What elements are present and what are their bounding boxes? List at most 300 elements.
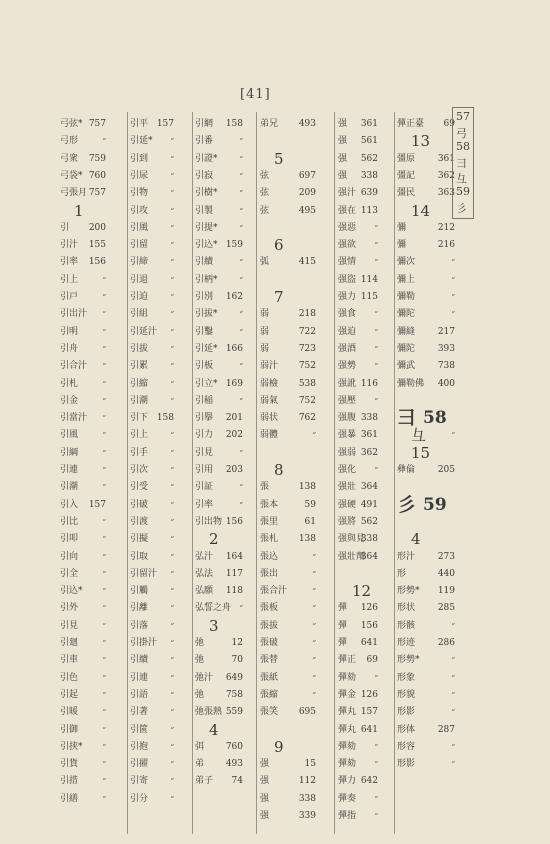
entry-word: 引縮 (130, 378, 149, 389)
entry-page-ref: ״ (170, 292, 174, 302)
entry-page-ref: ״ (374, 811, 378, 821)
entry-word: 引措 (60, 776, 79, 787)
entry-page-ref: 562 (360, 153, 378, 164)
entry-word: 張縮 (260, 689, 279, 700)
entry-word: 彈 (338, 620, 348, 631)
entry-word: 弛 (195, 638, 205, 648)
entry-word: 强酒 (338, 343, 357, 354)
entry-word: 引尿 (130, 170, 149, 181)
entry-word: 彊記 (397, 170, 416, 181)
entry-word: 引立* (195, 378, 218, 389)
entry-word: 弟 (195, 759, 205, 770)
entry-page-ref: 112 (298, 776, 316, 787)
entry-word: 引取 (130, 551, 149, 562)
entry-page-ref: 126 (360, 603, 378, 614)
section-tab: 彑 (456, 172, 467, 185)
entry-page-ref: 158 (225, 119, 243, 129)
entry-page-ref: ״ (239, 222, 243, 233)
entry-page-ref: 538 (298, 378, 316, 389)
section-tab: 59 (456, 185, 470, 198)
entry-page-ref: ״ (374, 257, 378, 268)
entry-page-ref: 649 (225, 672, 243, 683)
entry-word: 强硬 (338, 499, 357, 510)
entry-word: 引迫 (130, 292, 149, 302)
entry-word: 彐 (397, 407, 417, 430)
entry-page-ref: 491 (360, 499, 378, 510)
entry-page-ref: ״ (102, 586, 106, 597)
entry-word: 引叩 (60, 534, 79, 545)
entry-page-ref: 59 (304, 499, 316, 510)
entry-page-ref: ״ (170, 603, 174, 614)
entry-word: 引入 (60, 499, 79, 510)
entry-page-ref: 58 (423, 408, 447, 429)
entry-page-ref: 201 (225, 413, 243, 424)
entry-page-ref: ״ (102, 707, 106, 718)
entry-page-ref: 642 (360, 776, 378, 787)
entry-page-ref: ״ (170, 136, 174, 147)
entry-page-ref: ״ (170, 465, 174, 475)
entry-word: 引潮 (60, 482, 79, 493)
entry-page-ref: ״ (170, 274, 174, 285)
entry-word: 引挟* (60, 741, 83, 752)
entry-word: 强腹 (338, 413, 357, 424)
entry-page-ref: ״ (374, 240, 378, 251)
entry-page-ref: 339 (298, 811, 316, 821)
entry-page-ref: 361 (437, 153, 455, 164)
entry-page-ref: 752 (298, 395, 316, 406)
entry-word: 5 (274, 149, 284, 168)
entry-word: 形勢* (397, 586, 420, 597)
entry-word: 引連 (130, 672, 149, 683)
entry-word: 强訛 (338, 378, 357, 389)
entry-page-ref: ״ (451, 620, 455, 631)
entry-word: 引明 (60, 326, 79, 337)
entry-page-ref: 757 (88, 188, 106, 199)
entry-word: 張込 (260, 551, 279, 562)
entry-page-ref: ״ (312, 638, 316, 648)
entry-word: 强 (260, 811, 270, 821)
entry-page-ref: 363 (437, 188, 455, 199)
entry-page-ref: 338 (360, 534, 378, 545)
entry-word: 强壯劑 (338, 551, 366, 562)
entry-page-ref: 205 (437, 465, 455, 475)
entry-word: 張板 (260, 603, 279, 614)
entry-page-ref: 114 (360, 274, 378, 285)
entry-page-ref: ״ (102, 776, 106, 787)
entry-page-ref: ״ (239, 205, 243, 216)
entry-word: 引 (60, 222, 70, 233)
entry-word: 引綱 (60, 447, 79, 458)
entry-page-ref: ״ (170, 153, 174, 164)
entry-word: 弭 (195, 741, 205, 752)
entry-word: 引組 (130, 309, 149, 320)
entry-word: 彌陀 (397, 309, 416, 320)
entry-word: 引擢 (130, 759, 149, 770)
entry-page-ref: ״ (102, 724, 106, 735)
entry-page-ref: 69 (443, 119, 455, 129)
entry-word: 弱 (260, 309, 270, 320)
entry-word: 彊民 (397, 188, 416, 199)
entry-word: 引留汁 (130, 568, 158, 579)
entry-page-ref: 116 (360, 378, 378, 389)
entry-word: 强盜 (338, 274, 357, 285)
entry-page-ref: 15 (304, 759, 316, 770)
entry-page-ref: ״ (102, 672, 106, 683)
entry-word: 弘願 (195, 586, 214, 597)
entry-word: 引別 (195, 292, 214, 302)
section-tab: 58 (456, 140, 470, 153)
entry-word: 彈劾 (338, 759, 357, 770)
entry-word: 强勢 (338, 361, 357, 372)
entry-page-ref: ״ (170, 447, 174, 458)
entry-page-ref: ״ (312, 620, 316, 631)
entry-word: 弟兄 (260, 119, 279, 129)
entry-page-ref: ״ (170, 499, 174, 510)
entry-word: 2 (209, 530, 219, 549)
entry-page-ref: 285 (437, 603, 455, 614)
index-entry (60, 789, 125, 809)
entry-word: 13 (411, 132, 431, 151)
entry-word: 形迹 (397, 638, 416, 648)
entry-word: 形汁 (397, 551, 416, 562)
entry-word: 彈正臺 (397, 119, 425, 129)
entry-word: 8 (274, 461, 284, 479)
entry-word: 彌 (397, 222, 407, 233)
entry-word: 形影 (397, 707, 416, 718)
entry-page-ref: ״ (374, 361, 378, 372)
entry-page-ref: ״ (170, 707, 174, 718)
entry-word: 彈劾 (338, 672, 357, 683)
section-tab: 57 (456, 110, 470, 123)
entry-word: 引合汁 (60, 361, 88, 372)
entry-word: 引到 (130, 153, 149, 164)
entry-page-ref: 562 (360, 516, 378, 527)
entry-word: 彈正 (338, 655, 357, 666)
entry-page-ref: 119 (437, 586, 455, 597)
entry-word: 張笑 (260, 707, 279, 718)
entry-page-ref: 202 (225, 430, 243, 441)
entry-page-ref: 164 (225, 551, 243, 562)
entry-word: 引掛汁 (130, 638, 158, 648)
entry-word: 張里 (260, 516, 279, 527)
entry-page-ref: ״ (312, 672, 316, 683)
entry-page-ref: ״ (374, 465, 378, 475)
entry-page-ref: ״ (170, 240, 174, 251)
entry-word: 引鑿 (195, 326, 214, 337)
section-tabs (452, 107, 474, 219)
entry-page-ref: ״ (170, 170, 174, 181)
entry-page-ref: ״ (170, 638, 174, 648)
entry-word: 引篋 (130, 724, 149, 735)
entry-page-ref: 440 (437, 568, 455, 579)
entry-word: 引退 (130, 274, 149, 285)
entry-page-ref: 362 (360, 447, 378, 458)
entry-word: 弱體 (260, 430, 279, 441)
entry-page-ref: ״ (170, 361, 174, 372)
entry-word: 引樹* (195, 188, 218, 199)
entry-word: 3 (209, 616, 219, 635)
entry-page-ref: 212 (437, 222, 455, 233)
entry-word: 引拔* (195, 309, 218, 320)
entry-page-ref: 364 (360, 551, 378, 562)
entry-page-ref: 338 (360, 413, 378, 424)
entry-word: 引繕 (60, 793, 79, 804)
entry-page-ref: ״ (102, 482, 106, 493)
entry-word: 彊原 (397, 153, 416, 164)
entry-word: 7 (274, 288, 284, 306)
entry-word: 强暴 (338, 430, 357, 441)
entry-page-ref: ״ (102, 447, 106, 458)
entry-page-ref: ״ (374, 672, 378, 683)
entry-page-ref: 218 (298, 309, 316, 320)
entry-word: 弦 (260, 188, 270, 199)
entry-word: 弘汁 (195, 551, 214, 562)
entry-word: 引比 (60, 516, 79, 527)
entry-word: 引板 (195, 361, 214, 372)
entry-page-ref: ״ (239, 309, 243, 320)
entry-page-ref: 157 (156, 119, 174, 129)
entry-word: 强 (260, 793, 270, 804)
entry-word: 弓弦* (60, 119, 83, 129)
column-divider (394, 112, 395, 834)
entry-word: 張替 (260, 655, 279, 666)
entry-page-ref: ״ (102, 430, 106, 441)
entry-word: 引金 (60, 395, 79, 406)
entry-page-ref: 74 (231, 776, 243, 787)
index-entry (195, 771, 257, 791)
entry-page-ref: 400 (437, 378, 455, 389)
entry-word: 形勢* (397, 655, 420, 666)
entry-word: 張札 (260, 534, 279, 545)
entry-page-ref: 200 (88, 222, 106, 233)
entry-word: 引延* (195, 343, 218, 354)
entry-word: 1 (74, 201, 84, 220)
entry-page-ref: 217 (437, 326, 455, 337)
entry-page-ref: ״ (170, 534, 174, 545)
column-divider (127, 112, 128, 834)
entry-word: 引用 (195, 465, 214, 475)
entry-page-ref: ״ (170, 222, 174, 233)
page-number: [41] (240, 87, 271, 102)
entry-page-ref: 362 (437, 170, 455, 181)
entry-word: 引觸 (130, 586, 149, 597)
entry-page-ref: ״ (102, 361, 106, 372)
entry-page-ref: 361 (360, 119, 378, 129)
column-divider (192, 112, 193, 834)
entry-word: 引抱 (130, 741, 149, 752)
entry-page-ref: 639 (360, 188, 378, 199)
entry-word: 引連 (60, 465, 79, 475)
entry-page-ref: 287 (437, 724, 455, 735)
entry-word: 弱 (260, 343, 270, 354)
entry-word: 引込* (195, 240, 218, 251)
entry-word: 引潮 (130, 395, 149, 406)
entry-word: 彌縫 (397, 326, 416, 337)
entry-page-ref: 758 (225, 689, 243, 700)
entry-page-ref: 126 (360, 689, 378, 700)
entry-word: 彝倫 (397, 465, 416, 475)
entry-page-ref: 641 (360, 724, 378, 735)
index-entry (260, 806, 335, 826)
entry-page-ref: ״ (102, 741, 106, 752)
entry-word: 彌上 (397, 274, 416, 285)
entry-page-ref: 159 (225, 240, 243, 251)
entry-word: 形象 (397, 672, 416, 683)
entry-word: 形影 (397, 759, 416, 770)
entry-word: 4 (411, 530, 421, 549)
entry-word: 引風 (130, 222, 149, 233)
entry-page-ref: ״ (170, 378, 174, 389)
entry-word: 强迫 (338, 326, 357, 337)
entry-page-ref: ״ (239, 395, 243, 406)
entry-word: 引力 (195, 430, 214, 441)
entry-word: 彌 (397, 240, 407, 251)
entry-word: 彌武 (397, 361, 416, 372)
entry-page-ref: 493 (298, 119, 316, 129)
entry-word: 强 (338, 119, 348, 129)
entry-page-ref: ״ (312, 551, 316, 562)
entry-page-ref: ״ (170, 516, 174, 527)
entry-word: 彈丸 (338, 724, 357, 735)
entry-page-ref: 113 (360, 205, 378, 216)
entry-word: 弓衆 (60, 153, 79, 164)
entry-page-ref: ״ (374, 741, 378, 752)
entry-page-ref: 697 (298, 170, 316, 181)
entry-page-ref: ״ (239, 170, 243, 181)
entry-word: 强力 (338, 292, 357, 302)
entry-word: 引渡 (130, 516, 149, 527)
index-entry (397, 754, 455, 774)
entry-word: 弘法 (195, 568, 214, 579)
entry-page-ref: 762 (298, 413, 316, 424)
entry-word: 引貨 (60, 759, 79, 770)
entry-word: 引下 (130, 413, 149, 424)
entry-word: 引落 (130, 620, 149, 631)
entry-word: 引手 (130, 447, 149, 458)
entry-word: 引稲 (195, 395, 214, 406)
entry-page-ref: ״ (451, 689, 455, 700)
entry-page-ref: 559 (225, 707, 243, 718)
entry-page-ref: ״ (170, 188, 174, 199)
entry-word: 引率 (60, 257, 79, 268)
entry-page-ref: 641 (360, 638, 378, 648)
entry-page-ref: ״ (170, 482, 174, 493)
entry-page-ref: 209 (298, 188, 316, 199)
entry-word: 引著 (130, 707, 149, 718)
entry-page-ref: 759 (88, 153, 106, 164)
entry-page-ref: 61 (304, 516, 316, 527)
entry-word: 形状 (397, 603, 416, 614)
entry-page-ref: 69 (366, 655, 378, 666)
entry-word: 强 (338, 136, 348, 147)
section-tab: 弓 (456, 127, 467, 140)
entry-page-ref: 158 (156, 413, 174, 424)
entry-page-ref: ״ (170, 343, 174, 354)
entry-word: 彑 (411, 426, 427, 445)
entry-page-ref: ״ (451, 672, 455, 683)
entry-page-ref: 203 (225, 465, 243, 475)
entry-page-ref: ״ (312, 689, 316, 700)
entry-word: 彌勒佛 (397, 378, 425, 389)
entry-word: 彈劾 (338, 741, 357, 752)
entry-word: 弱汁 (260, 361, 279, 372)
entry-word: 引破 (130, 499, 149, 510)
entry-word: 引率 (195, 499, 214, 510)
section-tab: 彐 (456, 157, 467, 170)
entry-word: 引續 (130, 655, 149, 666)
entry-page-ref: 338 (360, 170, 378, 181)
entry-word: 强 (260, 759, 270, 770)
entry-word: 弦 (260, 170, 270, 181)
entry-word: 引御 (60, 724, 79, 735)
entry-page-ref: ״ (170, 205, 174, 216)
entry-page-ref: ״ (170, 741, 174, 752)
entry-word: 引戸 (60, 292, 79, 302)
entry-page-ref: ״ (170, 759, 174, 770)
entry-word: 弓張月 (60, 188, 88, 199)
entry-page-ref: ״ (102, 343, 106, 354)
entry-word: 强將 (338, 516, 357, 527)
entry-word: 引札 (60, 378, 79, 389)
entry-page-ref: 286 (437, 638, 455, 648)
section-tab: 彡 (456, 202, 467, 215)
entry-page-ref: ״ (451, 257, 455, 268)
entry-word: 張出 (260, 568, 279, 579)
entry-word: 强在 (338, 205, 357, 216)
entry-word: 引證* (195, 153, 218, 164)
entry-word: 强情 (338, 257, 357, 268)
entry-word: 張破 (260, 638, 279, 648)
entry-page-ref: 393 (437, 343, 455, 354)
entry-page-ref: ״ (102, 378, 106, 389)
entry-page-ref: 493 (225, 759, 243, 770)
entry-word: 引受 (130, 482, 149, 493)
entry-page-ref: ״ (451, 292, 455, 302)
entry-word: 引柄* (195, 274, 218, 285)
entry-page-ref: ״ (102, 620, 106, 631)
entry-word: 6 (274, 236, 284, 255)
entry-word: 引寂 (195, 170, 214, 181)
entry-page-ref: ״ (451, 309, 455, 320)
entry-page-ref: 162 (225, 292, 243, 302)
entry-word: 張拔 (260, 620, 279, 631)
entry-page-ref: 118 (225, 586, 243, 597)
entry-word: 引締 (130, 257, 149, 268)
entry-word: 弘誓之舟 (195, 603, 232, 614)
entry-word: 引離 (130, 603, 149, 614)
entry-page-ref: ״ (374, 395, 378, 406)
entry-word: 引証 (195, 482, 214, 493)
entry-word: 强惡 (338, 222, 357, 233)
entry-word: 引汁 (60, 240, 79, 251)
entry-word: 引番 (195, 136, 214, 147)
entry-word: 引製 (195, 205, 214, 216)
entry-page-ref: 338 (298, 793, 316, 804)
entry-word: 弱氣 (260, 395, 279, 406)
entry-page-ref: ״ (102, 759, 106, 770)
entry-page-ref: ״ (451, 741, 455, 752)
entry-word: 引擧 (195, 413, 214, 424)
entry-word: 引提* (195, 222, 218, 233)
entry-word: 引次 (130, 465, 149, 475)
entry-page-ref: 723 (298, 343, 316, 354)
entry-word: 引平 (130, 119, 149, 129)
entry-page-ref: ״ (374, 759, 378, 770)
entry-page-ref: ״ (374, 326, 378, 337)
entry-page-ref: ״ (312, 655, 316, 666)
entry-page-ref: 760 (225, 741, 243, 752)
entry-page-ref: 156 (225, 516, 243, 527)
